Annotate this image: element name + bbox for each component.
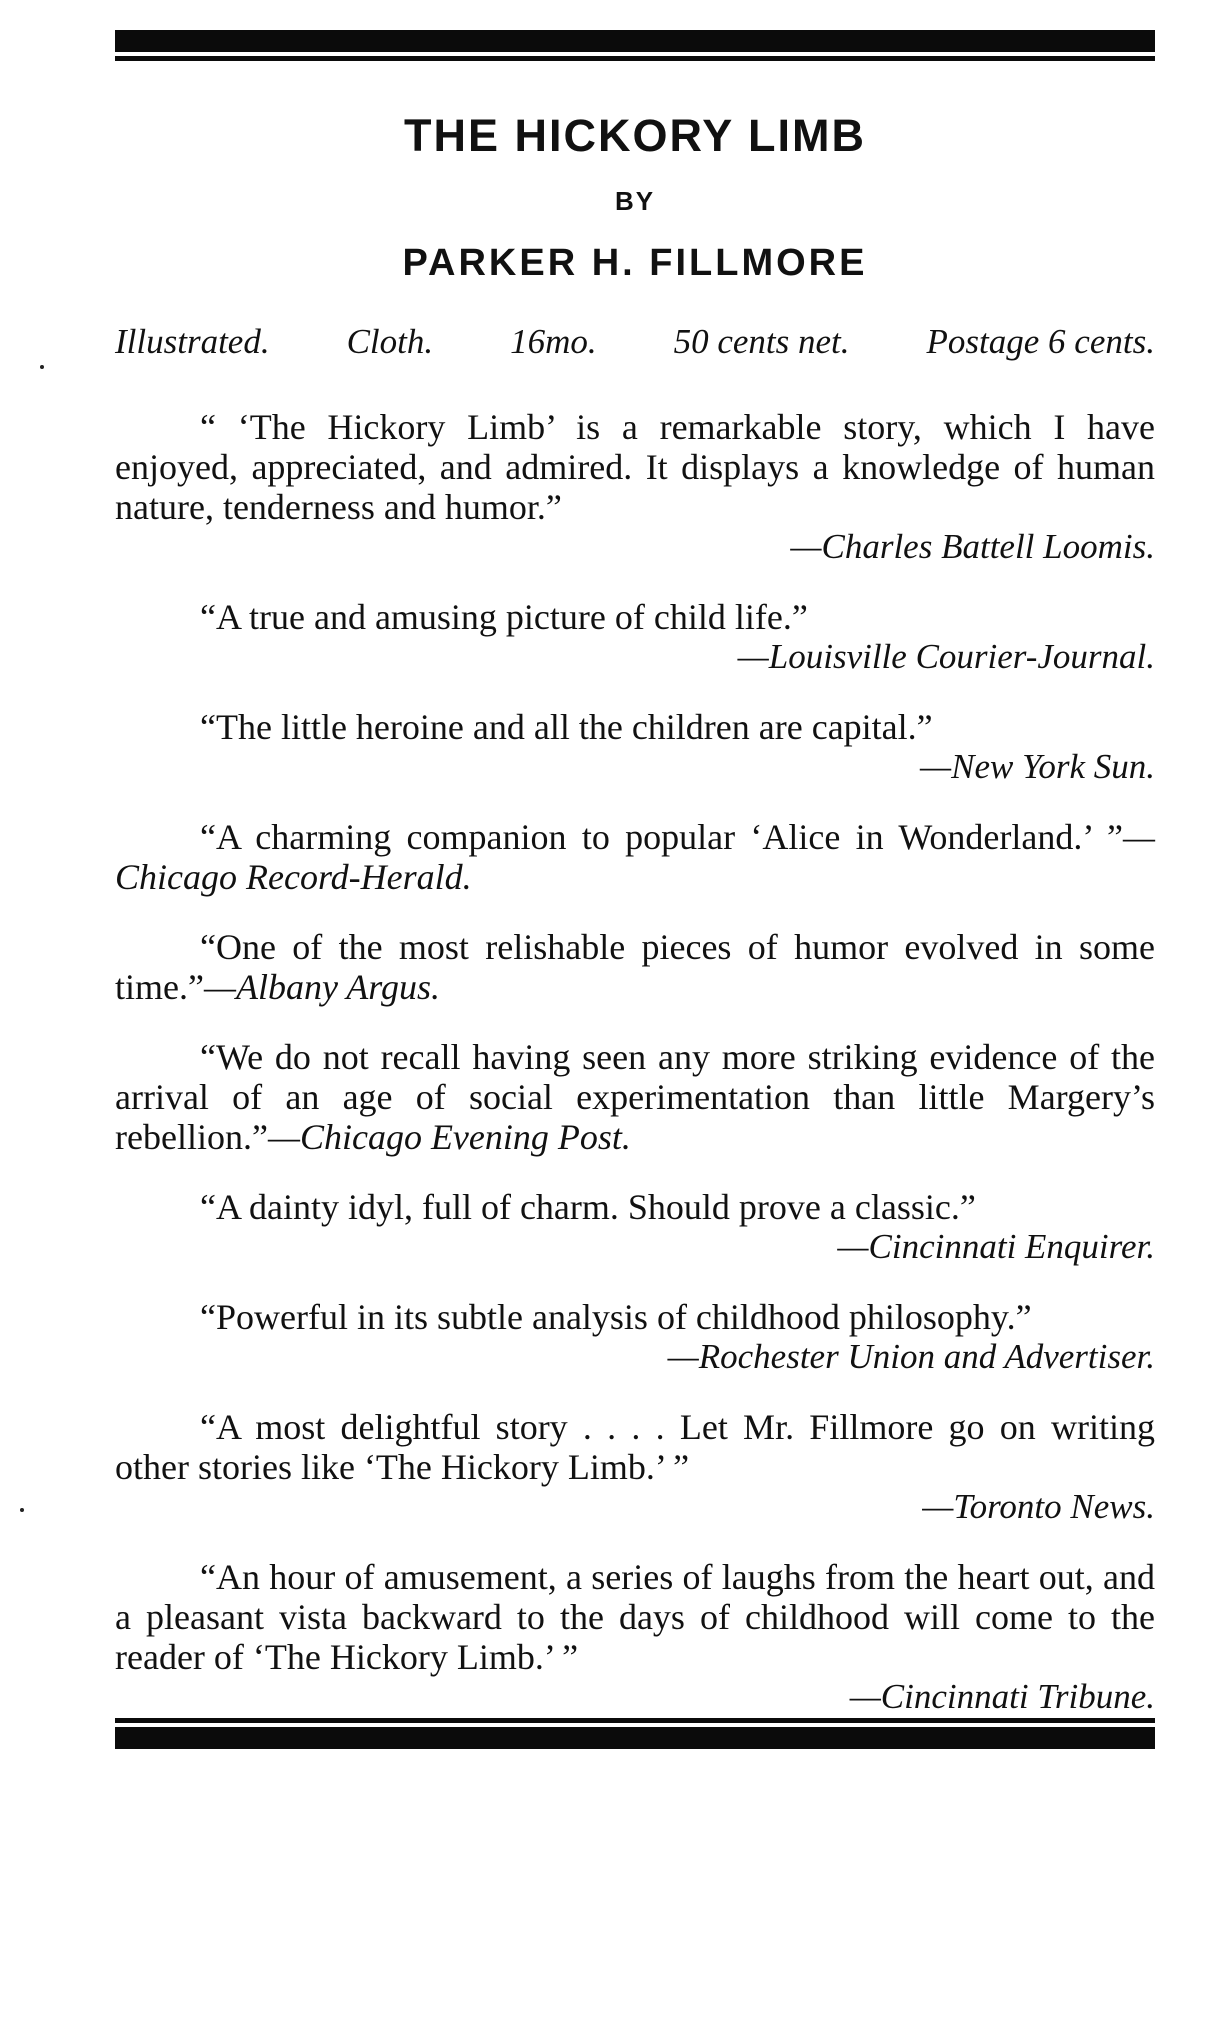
spec-postage: Postage 6 cents. <box>926 322 1155 361</box>
review-item <box>115 1407 1155 1527</box>
book-title: THE HICKORY LIMB <box>403 110 866 161</box>
press-reviews <box>115 407 1155 1717</box>
review-quote-with-source <box>115 817 1155 897</box>
review-source: —Louisville Courier-Journal. <box>737 637 1155 676</box>
review-item <box>115 817 1155 897</box>
review-quote: “A true and amusing picture of child life.” <box>200 597 808 637</box>
spec-illustrated: Illustrated. <box>115 322 270 361</box>
print-speck <box>40 365 44 369</box>
spec-price: 50 cents net. <box>673 322 850 361</box>
review-quote: “An hour of amusement, a series of laughs from the heart out, and a pleasant vista backward to the days of childhood will come to the reader of ‘The Hickory Limb.’ ” <box>115 1557 1155 1677</box>
review-item <box>115 927 1155 1007</box>
top-thin-rule <box>115 56 1155 61</box>
bottom-border-rule <box>115 1718 1155 1749</box>
spec-binding: Cloth. <box>346 322 434 361</box>
book-specs <box>115 324 1155 359</box>
review-source: —Cincinnati Tribune. <box>849 1677 1155 1716</box>
author-name: PARKER H. FILLMORE <box>402 242 868 284</box>
review-source: —Charles Battell Loomis. <box>790 527 1155 566</box>
review-quote: “A most delightful story . . . . Let Mr. Fillmore go on writing other stories like ‘The Hickory Limb.’ ” <box>115 1407 1155 1487</box>
review-quote: “A dainty idyl, full of charm. Should prove a classic.” <box>200 1187 976 1227</box>
review-quote-text: “We do not recall having seen any more striking evidence of the arrival of an age of social experimentation than little Margery’s rebellion.” <box>115 1037 1155 1157</box>
book-advertisement-page <box>115 30 1155 1747</box>
review-item <box>115 597 1155 677</box>
spec-format: 16mo. <box>510 322 597 361</box>
review-item <box>115 707 1155 787</box>
review-source-inline: —Albany Argus. <box>203 967 440 1007</box>
bottom-thin-rule <box>115 1718 1155 1723</box>
review-quote-with-source <box>115 927 1155 1007</box>
review-quote: “ ‘The Hickory Limb’ is a remarkable story, which I have enjoyed, appreciated, and admired. It displays a knowledge of human nature, tenderness and humor.” <box>115 407 1155 527</box>
bottom-thick-rule <box>115 1727 1155 1749</box>
review-quote-with-source <box>115 1037 1155 1157</box>
review-source: —Cincinnati Enquirer. <box>837 1227 1155 1266</box>
print-speck <box>20 1508 24 1512</box>
top-thick-rule <box>115 30 1155 52</box>
review-item <box>115 1187 1155 1267</box>
review-item <box>115 407 1155 567</box>
review-item <box>115 1557 1155 1717</box>
review-source: —Toronto News. <box>922 1487 1155 1526</box>
review-item <box>115 1037 1155 1157</box>
review-source-inline: —Chicago Record-Herald. <box>115 817 1155 897</box>
review-quote: “Powerful in its subtle analysis of childhood philosophy.” <box>200 1297 1032 1337</box>
by-line: BY <box>614 186 656 216</box>
review-quote-text: “One of the most relishable pieces of humor evolved in some time.” <box>115 927 1155 1007</box>
review-item <box>115 1297 1155 1377</box>
review-source-inline: —Chicago Evening Post. <box>267 1117 631 1157</box>
review-quote: “The little heroine and all the children are capital.” <box>200 707 933 747</box>
review-source: —New York Sun. <box>919 747 1155 786</box>
top-border-rule <box>115 30 1155 61</box>
review-quote-text: “A charming companion to popular ‘Alice in Wonderland.’ ” <box>200 817 1123 857</box>
review-source: —Rochester Union and Advertiser. <box>667 1337 1155 1376</box>
